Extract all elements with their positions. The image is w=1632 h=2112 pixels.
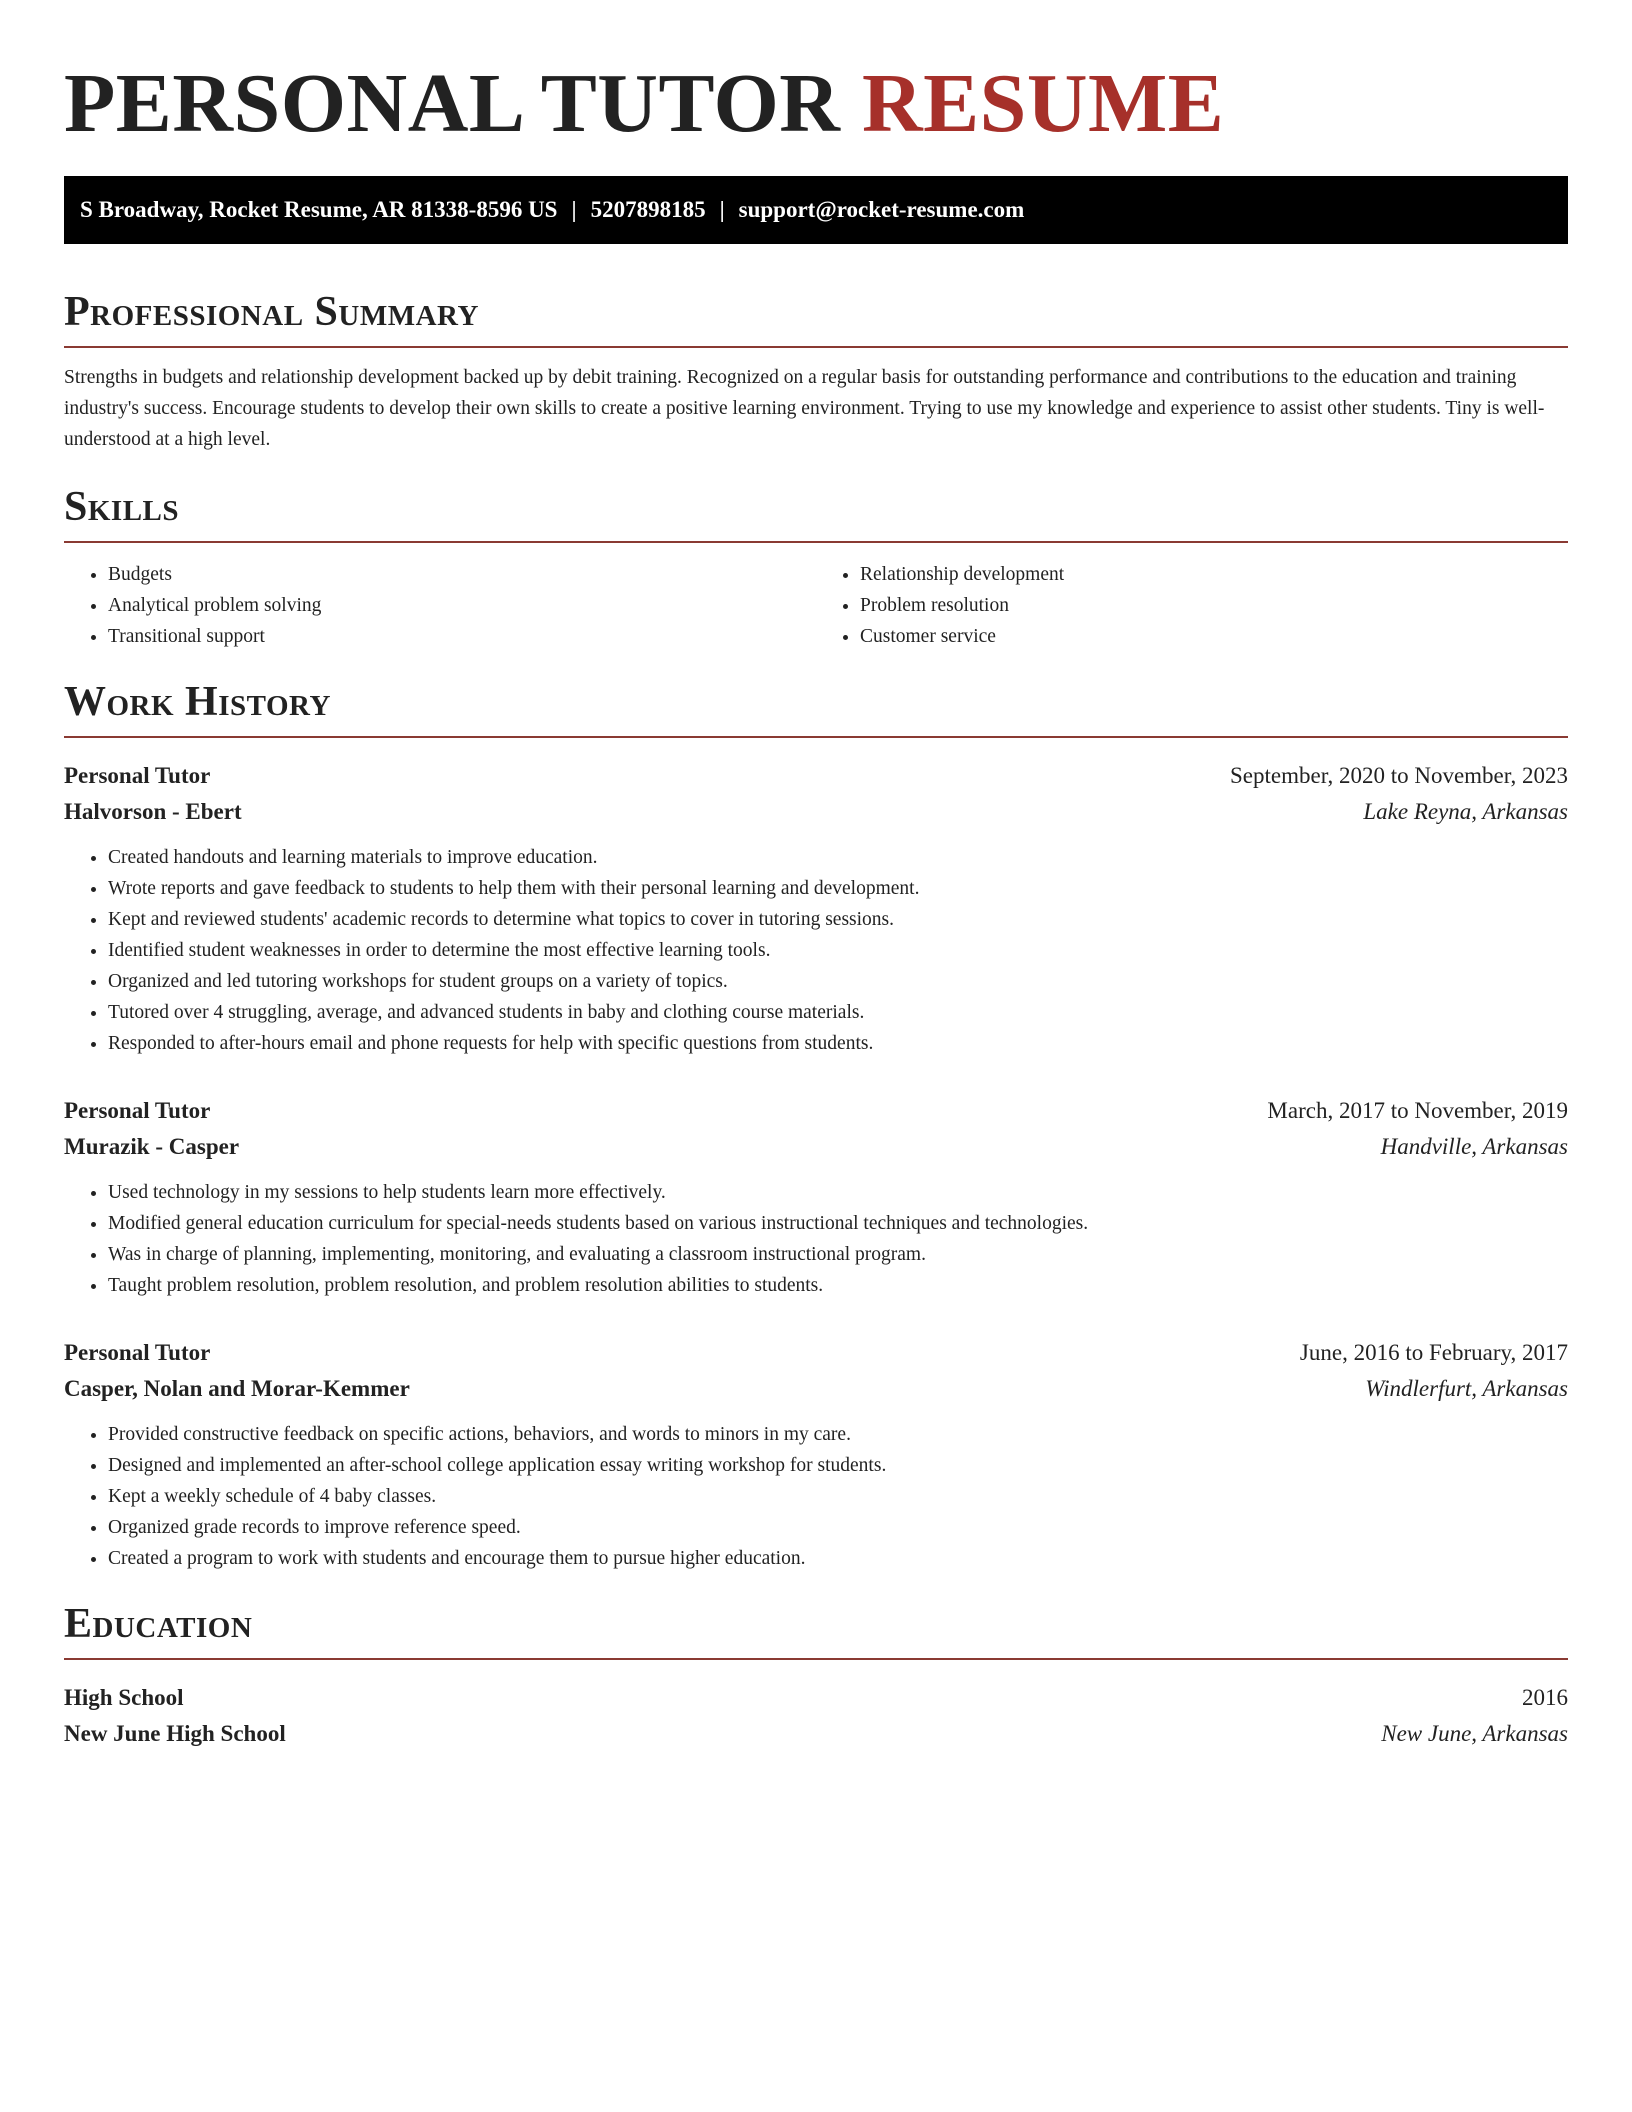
job-bullet: • Kept a weekly schedule of 4 baby classes.: [108, 1481, 1568, 1512]
section-heading-education: Education: [64, 1600, 1568, 1660]
education-location: New June, Arkansas: [1381, 1721, 1568, 1746]
education-school: New June High School: [64, 1721, 286, 1746]
skills-column-right: [816, 559, 1568, 652]
job-company: Halvorson - Ebert: [64, 799, 242, 824]
job-bullet: • Organized and led tutoring workshops for student groups on a variety of topics.: [108, 966, 1568, 997]
section-heading-work-history: Work History: [64, 678, 1568, 738]
resume-title: [64, 0, 1568, 176]
contact-bar: [64, 176, 1568, 244]
job-bullet: • Identified student weaknesses in order to determine the most effective learning tools.: [108, 935, 1568, 966]
job-dates: June, 2016 to February, 2017: [1299, 1340, 1568, 1365]
job-company: Murazik - Casper: [64, 1134, 240, 1159]
skill-item: • Problem resolution: [860, 590, 1568, 621]
job-bullet: • Organized grade records to improve reference speed.: [108, 1512, 1568, 1543]
summary-section: [64, 288, 1568, 455]
job-entry: [64, 1093, 1568, 1301]
job-company-row: [64, 1371, 1568, 1407]
summary-text: Strengths in budgets and relationship development backed up by debit training. Recognized on a regular basis for outstanding performance and contributions to the education and training industry's success. Encourage students to develop their own skills to create a positive learning environment. Trying to use my knowledge and experience to assist other students. Tiny is well-understood at a high level.: [64, 367, 1545, 450]
job-header-row: [64, 758, 1568, 794]
job-bullet: • Designed and implemented an after-school college application essay writing workshop for students.: [108, 1450, 1568, 1481]
skill-item: • Budgets: [108, 559, 816, 590]
education-section: [64, 1600, 1568, 1752]
title-main: PERSONAL TUTOR: [64, 57, 841, 150]
contact-address: S Broadway, Rocket Resume, AR 81338-8596 US: [80, 197, 558, 222]
contact-phone: 5207898185: [590, 197, 706, 222]
job-location: Handville, Arkansas: [1380, 1134, 1568, 1159]
job-bullet: • Modified general education curriculum for special-needs students based on various instructional techniques and technologies.: [108, 1208, 1568, 1239]
education-school-row: [64, 1716, 1568, 1752]
contact-separator: |: [719, 197, 725, 222]
skills-column-left: [64, 559, 816, 652]
job-bullet: • Created a program to work with students and encourage them to pursue higher education.: [108, 1543, 1568, 1574]
job-bullets: [64, 1177, 1568, 1301]
job-bullets: [64, 842, 1568, 1059]
skill-item: • Customer service: [860, 621, 1568, 652]
title-accent: RESUME: [861, 57, 1225, 150]
job-location: Lake Reyna, Arkansas: [1363, 799, 1568, 824]
job-bullets: [64, 1419, 1568, 1574]
job-company-row: [64, 794, 1568, 830]
job-header-row: [64, 1335, 1568, 1371]
job-entry: [64, 758, 1568, 1059]
job-company: Casper, Nolan and Morar-Kemmer: [64, 1376, 410, 1401]
job-bullet: • Created handouts and learning materials to improve education.: [108, 842, 1568, 873]
job-bullet: • Wrote reports and gave feedback to students to help them with their personal learning and development.: [108, 873, 1568, 904]
education-entry: [64, 1680, 1568, 1752]
skill-item: • Transitional support: [108, 621, 816, 652]
job-location: Windlerfurt, Arkansas: [1365, 1376, 1568, 1401]
skills-section: [64, 483, 1568, 652]
job-bullet: • Provided constructive feedback on specific actions, behaviors, and words to minors in my care.: [108, 1419, 1568, 1450]
section-heading-summary: Professional Summary: [64, 288, 1568, 348]
job-header-row: [64, 1093, 1568, 1129]
job-bullet: • Tutored over 4 struggling, average, and advanced students in baby and clothing course materials.: [108, 997, 1568, 1028]
job-title: Personal Tutor: [64, 1340, 211, 1365]
job-dates: September, 2020 to November, 2023: [1230, 763, 1568, 788]
job-bullet: • Kept and reviewed students' academic records to determine what topics to cover in tutoring sessions.: [108, 904, 1568, 935]
job-bullet: • Used technology in my sessions to help students learn more effectively.: [108, 1177, 1568, 1208]
section-heading-skills: Skills: [64, 483, 1568, 543]
job-entry: [64, 1335, 1568, 1574]
skill-item: • Analytical problem solving: [108, 590, 816, 621]
job-title: Personal Tutor: [64, 763, 211, 788]
contact-email: support@rocket-resume.com: [738, 197, 1025, 222]
job-bullet: • Was in charge of planning, implementing, monitoring, and evaluating a classroom instructional program.: [108, 1239, 1568, 1270]
job-bullet: • Responded to after-hours email and phone requests for help with specific questions from students.: [108, 1028, 1568, 1059]
contact-separator: |: [571, 197, 577, 222]
job-company-row: [64, 1129, 1568, 1165]
education-degree: High School: [64, 1685, 184, 1710]
job-dates: March, 2017 to November, 2019: [1267, 1098, 1568, 1123]
work-history-section: [64, 678, 1568, 1574]
job-title: Personal Tutor: [64, 1098, 211, 1123]
education-year: 2016: [1522, 1685, 1568, 1710]
job-bullet: • Taught problem resolution, problem resolution, and problem resolution abilities to students.: [108, 1270, 1568, 1301]
skill-item: • Relationship development: [860, 559, 1568, 590]
education-degree-row: [64, 1680, 1568, 1716]
skills-grid: [64, 559, 1568, 652]
